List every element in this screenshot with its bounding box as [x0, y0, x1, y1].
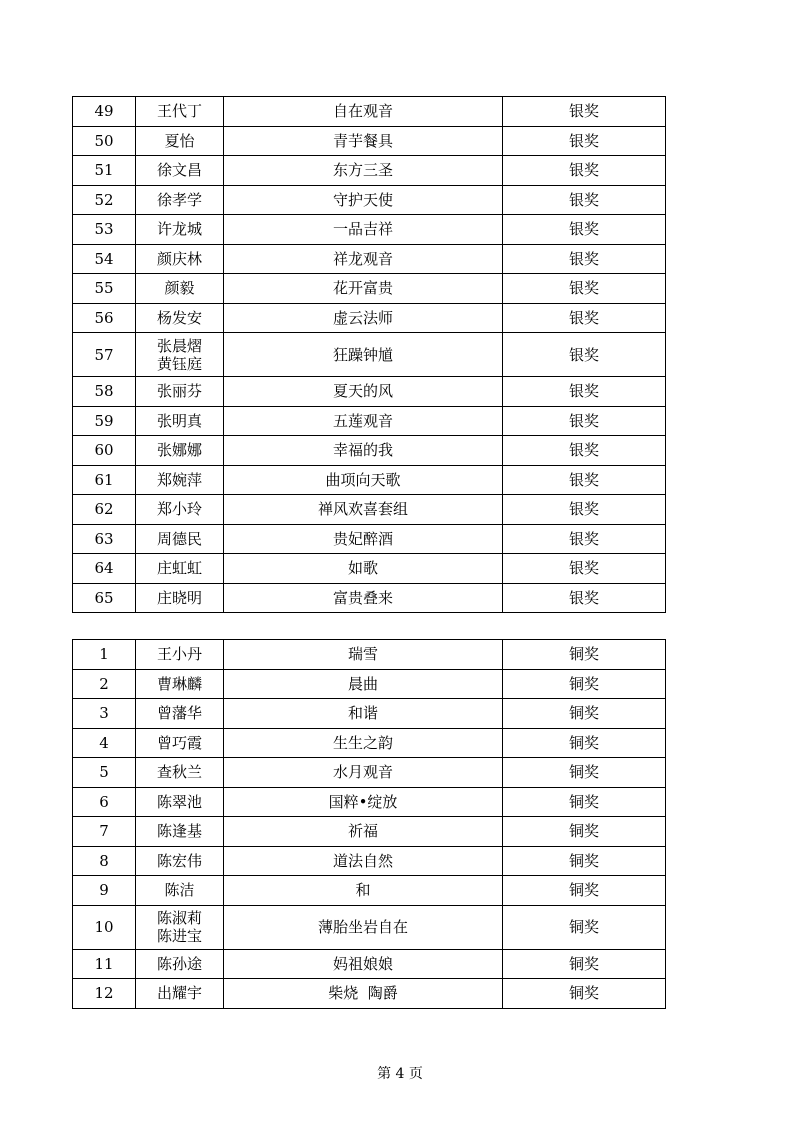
- artist-name: 曾藩华: [156, 704, 202, 723]
- artist-names: [136, 215, 224, 245]
- award-level: 银奖: [503, 156, 666, 186]
- work-title: 祥龙观音: [224, 244, 503, 274]
- artist-names: [136, 185, 224, 215]
- artist-names: [136, 126, 224, 156]
- award-level: 铜奖: [503, 787, 666, 817]
- work-title: 夏天的风: [224, 377, 503, 407]
- award-level: 银奖: [503, 333, 666, 377]
- table-row: [73, 846, 666, 876]
- artist-name: 夏怡: [164, 131, 195, 150]
- table-row: [73, 758, 666, 788]
- artist-name: 张明真: [156, 411, 202, 430]
- artist-name: 陈进宝: [156, 927, 202, 945]
- work-title: 花开富贵: [224, 274, 503, 304]
- work-title: 东方三圣: [224, 156, 503, 186]
- entry-number: 61: [73, 465, 136, 495]
- award-level: 铜奖: [503, 728, 666, 758]
- artist-names: [136, 669, 224, 699]
- award-level: 银奖: [503, 244, 666, 274]
- table-row: [73, 979, 666, 1009]
- silver-awards-table: [72, 96, 666, 613]
- work-title: 守护天使: [224, 185, 503, 215]
- award-level: 铜奖: [503, 817, 666, 847]
- award-level: 银奖: [503, 185, 666, 215]
- artist-names: [136, 495, 224, 525]
- artist-name: 曾巧霞: [156, 733, 202, 752]
- artist-names: [136, 303, 224, 333]
- entry-number: 4: [73, 728, 136, 758]
- entry-number: 51: [73, 156, 136, 186]
- table-row: [73, 377, 666, 407]
- award-level: 铜奖: [503, 979, 666, 1009]
- work-title: 自在观音: [224, 97, 503, 127]
- entry-number: 53: [73, 215, 136, 245]
- artist-name: 周德民: [156, 529, 202, 548]
- table-row: [73, 185, 666, 215]
- award-level: 银奖: [503, 215, 666, 245]
- table-row: [73, 583, 666, 613]
- artist-names: [136, 699, 224, 729]
- artist-names: [136, 640, 224, 670]
- award-level: 铜奖: [503, 905, 666, 949]
- table-row: [73, 905, 666, 949]
- award-level: 银奖: [503, 97, 666, 127]
- award-level: 银奖: [503, 377, 666, 407]
- work-title: 妈祖娘娘: [224, 949, 503, 979]
- entry-number: 3: [73, 699, 136, 729]
- artist-names: [136, 244, 224, 274]
- award-level: 银奖: [503, 126, 666, 156]
- work-title: 祈福: [224, 817, 503, 847]
- artist-name: 许龙城: [156, 220, 202, 239]
- entry-number: 1: [73, 640, 136, 670]
- artist-names: [136, 728, 224, 758]
- entry-number: 65: [73, 583, 136, 613]
- artist-names: [136, 377, 224, 407]
- work-title: 曲项向天歌: [224, 465, 503, 495]
- artist-name: 陈淑莉: [156, 909, 202, 927]
- artist-names: [136, 406, 224, 436]
- artist-name: 出耀宇: [156, 984, 202, 1003]
- artist-name: 庄晓明: [156, 588, 202, 607]
- artist-names: [136, 97, 224, 127]
- work-title: 贵妃醉酒: [224, 524, 503, 554]
- artist-name: 王代丁: [156, 102, 202, 121]
- artist-names: [136, 524, 224, 554]
- artist-names: [136, 817, 224, 847]
- award-level: 铜奖: [503, 949, 666, 979]
- entry-number: 2: [73, 669, 136, 699]
- table-row: [73, 787, 666, 817]
- work-title: 国粹•绽放: [224, 787, 503, 817]
- award-level: 银奖: [503, 554, 666, 584]
- award-level: 铜奖: [503, 699, 666, 729]
- entry-number: 57: [73, 333, 136, 377]
- entry-number: 56: [73, 303, 136, 333]
- table-row: [73, 215, 666, 245]
- award-level: 铜奖: [503, 876, 666, 906]
- artist-names: [136, 333, 224, 377]
- work-title: 一品吉祥: [224, 215, 503, 245]
- work-title: 青芋餐具: [224, 126, 503, 156]
- table-row: [73, 436, 666, 466]
- artist-name: 陈翠池: [156, 792, 202, 811]
- artist-names: [136, 156, 224, 186]
- table-row: [73, 669, 666, 699]
- artist-name: 张晨熠: [156, 336, 202, 355]
- bronze-awards-body: [73, 640, 666, 1009]
- award-level: 银奖: [503, 274, 666, 304]
- table-row: [73, 244, 666, 274]
- award-level: 银奖: [503, 303, 666, 333]
- artist-names: [136, 554, 224, 584]
- artist-name: 郑婉萍: [156, 470, 202, 489]
- artist-name: 郑小玲: [156, 500, 202, 519]
- entry-number: 12: [73, 979, 136, 1009]
- entry-number: 5: [73, 758, 136, 788]
- work-title: 如歌: [224, 554, 503, 584]
- award-level: 银奖: [503, 436, 666, 466]
- entry-number: 58: [73, 377, 136, 407]
- work-title: 生生之韵: [224, 728, 503, 758]
- award-level: 银奖: [503, 524, 666, 554]
- artist-names: [136, 274, 224, 304]
- artist-name: 陈逢基: [156, 822, 202, 841]
- table-row: [73, 524, 666, 554]
- artist-name: 黄钰庭: [156, 354, 202, 373]
- table-row: [73, 699, 666, 729]
- entry-number: 9: [73, 876, 136, 906]
- artist-names: [136, 583, 224, 613]
- award-level: 铜奖: [503, 669, 666, 699]
- entry-number: 55: [73, 274, 136, 304]
- artist-name: 查秋兰: [156, 763, 202, 782]
- entry-number: 64: [73, 554, 136, 584]
- artist-name: 王小丹: [156, 645, 202, 664]
- work-title: 五莲观音: [224, 406, 503, 436]
- artist-name: 徐孝学: [156, 190, 202, 209]
- table-row: [73, 126, 666, 156]
- work-title: 瑞雪: [224, 640, 503, 670]
- page-number: 第 4 页: [377, 1066, 423, 1082]
- work-title: 和谐: [224, 699, 503, 729]
- work-title: 幸福的我: [224, 436, 503, 466]
- silver-awards-body: [73, 97, 666, 613]
- artist-names: [136, 979, 224, 1009]
- artist-name: 庄虹虹: [156, 559, 202, 578]
- award-level: 铜奖: [503, 846, 666, 876]
- table-row: [73, 817, 666, 847]
- table-row: [73, 406, 666, 436]
- table-row: [73, 949, 666, 979]
- work-title: 柴烧 陶爵: [224, 979, 503, 1009]
- work-title: 道法自然: [224, 846, 503, 876]
- table-row: [73, 728, 666, 758]
- award-level: 铜奖: [503, 758, 666, 788]
- award-level: 银奖: [503, 583, 666, 613]
- artist-names: [136, 465, 224, 495]
- artist-name: 陈洁: [164, 881, 195, 900]
- entry-number: 6: [73, 787, 136, 817]
- artist-name: 张丽芬: [156, 382, 202, 401]
- work-title: 富贵叠来: [224, 583, 503, 613]
- entry-number: 59: [73, 406, 136, 436]
- work-title: 和: [224, 876, 503, 906]
- table-row: [73, 495, 666, 525]
- entry-number: 8: [73, 846, 136, 876]
- artist-names: [136, 787, 224, 817]
- work-title: 薄胎坐岩自在: [224, 905, 503, 949]
- entry-number: 49: [73, 97, 136, 127]
- artist-names: [136, 949, 224, 979]
- artist-names: [136, 758, 224, 788]
- artist-name: 颜庆林: [156, 249, 202, 268]
- entry-number: 52: [73, 185, 136, 215]
- artist-name: 陈宏伟: [156, 851, 202, 870]
- artist-names: [136, 905, 224, 949]
- award-level: 银奖: [503, 495, 666, 525]
- work-title: 水月观音: [224, 758, 503, 788]
- table-row: [73, 274, 666, 304]
- table-row: [73, 303, 666, 333]
- entry-number: 7: [73, 817, 136, 847]
- entry-number: 54: [73, 244, 136, 274]
- artist-name: 颜毅: [164, 279, 195, 298]
- work-title: 虚云法师: [224, 303, 503, 333]
- artist-name: 杨发安: [156, 308, 202, 327]
- artist-names: [136, 846, 224, 876]
- work-title: 禅风欢喜套组: [224, 495, 503, 525]
- award-level: 铜奖: [503, 640, 666, 670]
- award-level: 银奖: [503, 465, 666, 495]
- table-row: [73, 554, 666, 584]
- entry-number: 60: [73, 436, 136, 466]
- entry-number: 62: [73, 495, 136, 525]
- artist-name: 陈孙途: [156, 954, 202, 973]
- table-row: [73, 156, 666, 186]
- table-row: [73, 640, 666, 670]
- artist-name: 张娜娜: [156, 441, 202, 460]
- table-row: [73, 333, 666, 377]
- artist-name: 曹琳麟: [156, 674, 202, 693]
- artist-name: 徐文昌: [156, 161, 202, 180]
- entry-number: 50: [73, 126, 136, 156]
- table-row: [73, 465, 666, 495]
- work-title: 晨曲: [224, 669, 503, 699]
- entry-number: 11: [73, 949, 136, 979]
- entry-number: 10: [73, 905, 136, 949]
- artist-names: [136, 876, 224, 906]
- entry-number: 63: [73, 524, 136, 554]
- work-title: 狂躁钟馗: [224, 333, 503, 377]
- table-row: [73, 876, 666, 906]
- bronze-awards-table: [72, 639, 666, 1009]
- award-level: 银奖: [503, 406, 666, 436]
- artist-names: [136, 436, 224, 466]
- table-row: [73, 97, 666, 127]
